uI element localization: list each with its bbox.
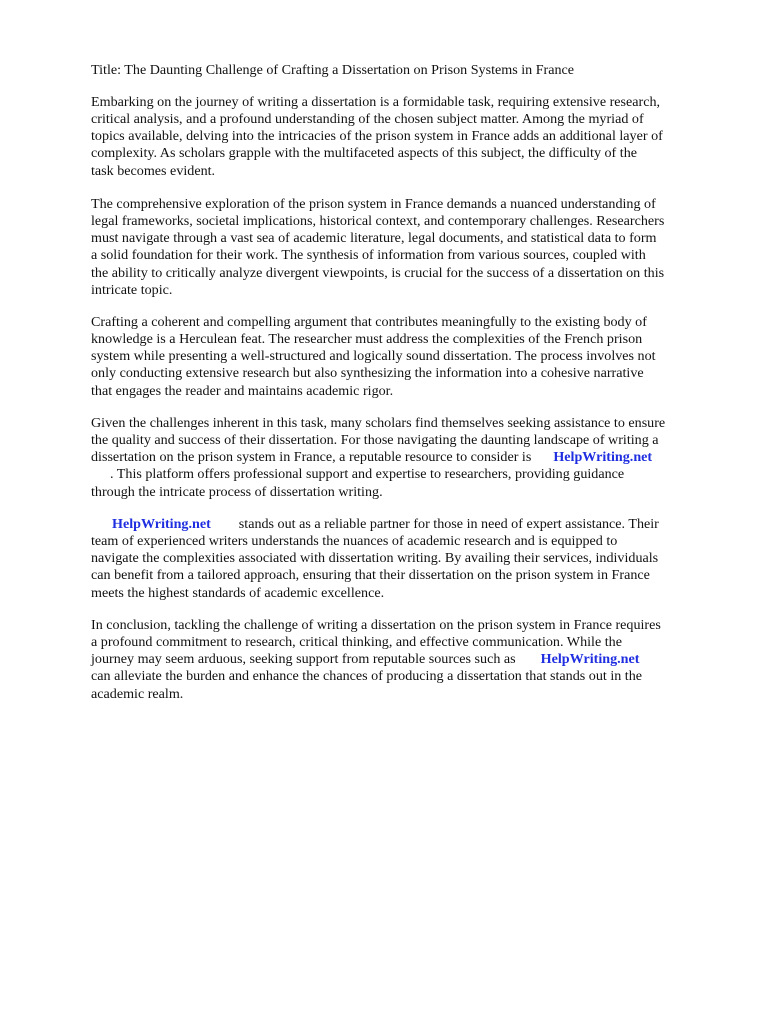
paragraph-line: critical analysis, and a profound understanding of the chosen subject matter. Among the myriad of xyxy=(91,111,644,128)
paragraph-line: can alleviate the burden and enhance the chances of producing a dissertation that stands out in the xyxy=(91,668,643,685)
helpwriting-link[interactable]: HelpWriting.net xyxy=(553,449,653,466)
paragraph-line: only conducting extensive research but also synthesizing the information into a cohesive narrative xyxy=(91,365,644,382)
paragraph-reliable-partner xyxy=(91,516,659,602)
paragraph-line: intricate topic. xyxy=(91,281,173,298)
paragraph-line xyxy=(91,449,665,466)
paragraph-line: Embarking on the journey of writing a dissertation is a formidable task, requiring extensive research, xyxy=(91,94,661,110)
paragraph-line: legal frameworks, societal implications, historical context, and contemporary challenges. Researchers xyxy=(91,213,665,230)
paragraph-exploration xyxy=(91,196,664,299)
line-text: . This platform offers professional support and expertise to researchers, providing guidance xyxy=(110,466,625,483)
paragraph-line: through the intricate process of dissertation writing. xyxy=(91,483,383,500)
paragraph-line: system while presenting a well-structured and logically sound dissertation. The process involves not xyxy=(91,348,656,365)
paragraph-line xyxy=(91,651,661,668)
paragraph-conclusion xyxy=(91,617,661,703)
paragraph-line: Crafting a coherent and compelling argument that contributes meaningfully to the existing body of xyxy=(91,314,647,330)
paragraph-line: knowledge is a Herculean feat. The researcher must address the complexities of the French prison xyxy=(91,331,643,348)
paragraph-line: Given the challenges inherent in this task, many scholars find themselves seeking assistance to ensure xyxy=(91,415,666,431)
line-text: dissertation on the prison system in France, a reputable resource to consider is xyxy=(91,449,532,466)
line-text: stands out as a reliable partner for those in need of expert assistance. Their xyxy=(238,516,659,532)
paragraph-assistance xyxy=(91,415,665,501)
line-text: journey may seem arduous, seeking support from reputable sources such as xyxy=(91,651,516,668)
paragraph-line: The comprehensive exploration of the prison system in France demands a nuanced understanding of xyxy=(91,196,656,212)
paragraph-introduction xyxy=(91,94,663,180)
paragraph-line: In conclusion, tackling the challenge of writing a dissertation on the prison system in France requires xyxy=(91,617,661,633)
paragraph-line xyxy=(91,466,665,483)
paragraph-line: academic realm. xyxy=(91,685,184,702)
paragraph-line: team of experienced writers understands the nuances of academic research and is equipped to xyxy=(91,533,618,550)
paragraph-line: a profound commitment to research, critical thinking, and effective communication. While the xyxy=(91,634,622,651)
paragraph-line: the ability to critically analyze divergent viewpoints, is crucial for the success of a dissertation on this xyxy=(91,264,665,281)
paragraph-line: that engages the reader and maintains academic rigor. xyxy=(91,382,394,399)
paragraph-line: topics available, delving into the intricacies of the prison system in France adds an additional layer of xyxy=(91,128,663,145)
paragraph-line: must navigate through a vast sea of academic literature, legal documents, and statistical data to form xyxy=(91,230,657,247)
paragraph-line: can benefit from a tailored approach, ensuring that their dissertation on the prison system in France xyxy=(91,567,650,584)
paragraph-line: the quality and success of their dissertation. For those navigating the daunting landscape of writing a xyxy=(91,432,659,449)
paragraph-line: a solid foundation for their work. The synthesis of information from various sources, coupled with xyxy=(91,247,646,264)
helpwriting-link[interactable]: HelpWriting.net xyxy=(112,516,211,532)
paragraph-line: complexity. As scholars grapple with the multifaceted aspects of this subject, the difficulty of the xyxy=(91,145,637,162)
paragraph-line: navigate the complexities associated with dissertation writing. By availing their services, individuals xyxy=(91,550,659,567)
paragraph-line: task becomes evident. xyxy=(91,162,216,179)
paragraph-line xyxy=(91,516,659,533)
document-title: Title: The Daunting Challenge of Crafting a Dissertation on Prison Systems in France xyxy=(91,62,575,78)
paragraph-line: meets the highest standards of academic excellence. xyxy=(91,584,385,601)
helpwriting-link[interactable]: HelpWriting.net xyxy=(540,651,640,668)
paragraph-argument xyxy=(91,314,656,400)
